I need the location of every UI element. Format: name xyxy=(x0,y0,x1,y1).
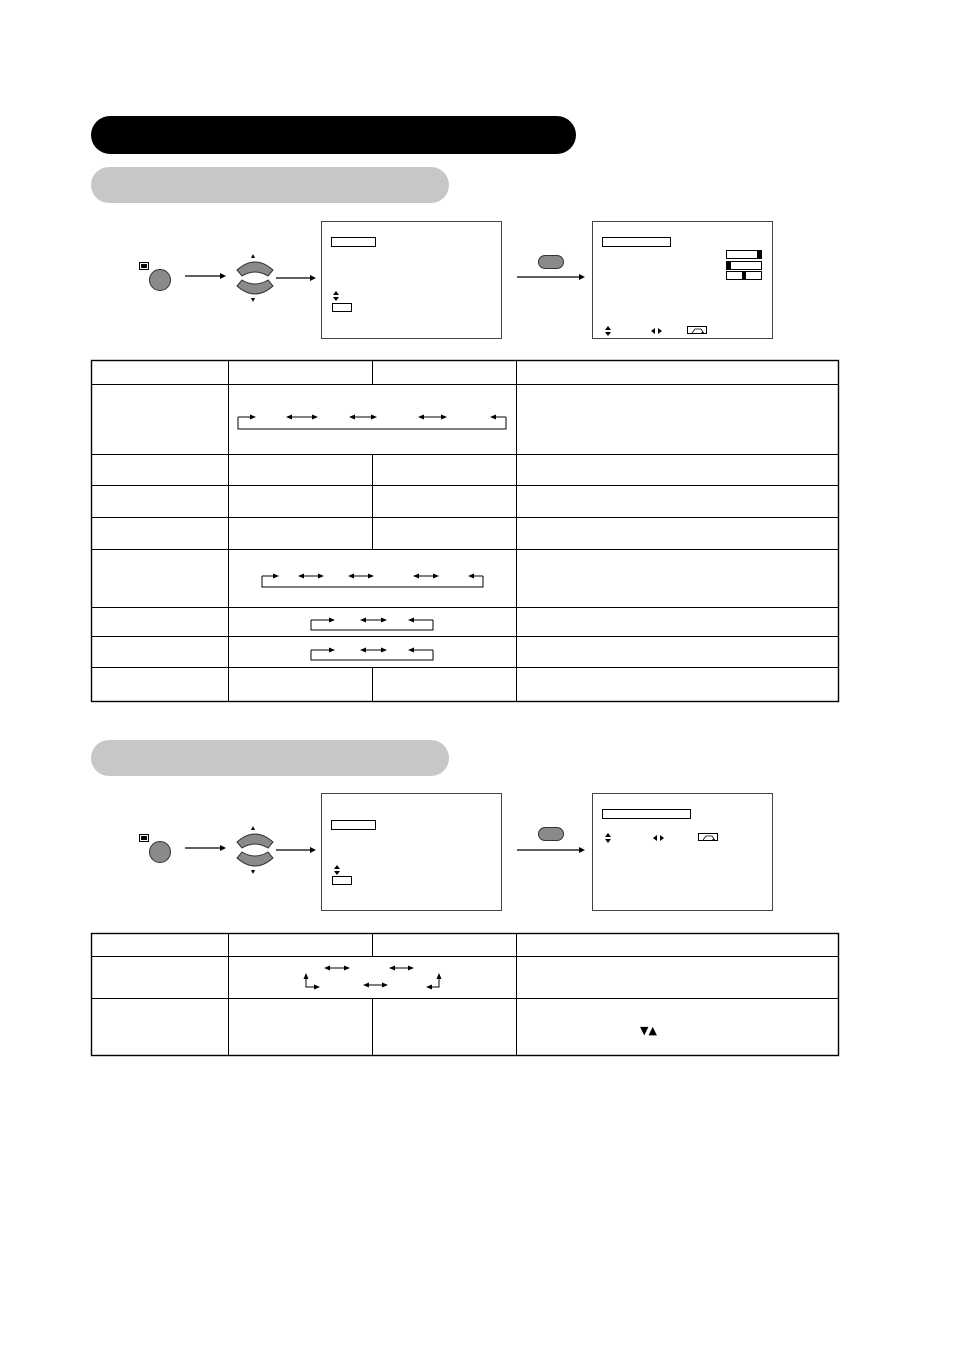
table-2-border xyxy=(92,934,839,1056)
cycle-diagram-table2-row-1 xyxy=(304,966,442,990)
down-up-triangles-icon: ▼▲ xyxy=(640,1024,657,1037)
